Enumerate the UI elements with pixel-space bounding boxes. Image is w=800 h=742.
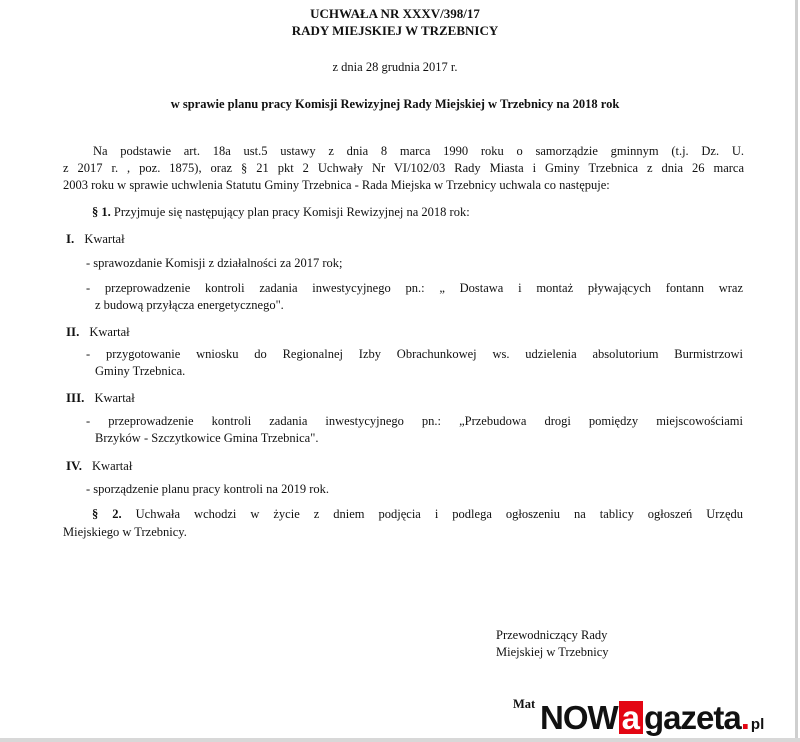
section-1-mark: § 1. [92, 205, 111, 219]
preamble-line2: z 2017 r. , poz. 1875), oraz § 21 pkt 2 Uchwały Nr VI/102/03 Rady Miasta i Gminy Trzebnica z dnia 26 marca [63, 161, 744, 175]
signature-title-line2: Miejskiej w Trzebnicy [496, 645, 609, 659]
resolution-title-line1: UCHWAŁA NR XXXV/398/17 [310, 6, 480, 21]
quarter-roman: III. [66, 390, 85, 405]
quarter-label: Kwartał [89, 325, 130, 339]
list-item-continuation: Gminy Trzebnica. [95, 364, 186, 378]
page-edge-bottom [0, 738, 800, 742]
quarter-roman: I. [66, 231, 75, 246]
quarter-heading [66, 230, 125, 248]
resolution-date: z dnia 28 grudnia 2017 r. [332, 60, 458, 74]
list-item: - przeprowadzenie kontroli zadania inwestycyjnego pn.: „Przebudowa drogi pomiędzy miejscowościami [86, 414, 743, 428]
signature-title-line1: Przewodniczący Rady [496, 628, 608, 642]
quarter-label: Kwartał [92, 459, 133, 473]
quarter-label: Kwartał [84, 232, 125, 246]
quarter-heading [66, 323, 130, 341]
quarter-roman: II. [66, 324, 80, 339]
list-item-continuation: z budową przyłącza energetycznego". [95, 298, 284, 312]
quarter-heading [66, 389, 135, 407]
section-1-text: Przyjmuje się następujący plan pracy Komisji Rewizyjnej na 2018 rok: [113, 205, 470, 219]
nowagazeta-logo: NOW a gazeta . pl [540, 699, 765, 736]
section-2-mark: § 2. [92, 507, 122, 521]
list-item-continuation: Brzyków - Szczytkowice Gmina Trzebnica". [95, 431, 319, 445]
resolution-title-line2: RADY MIEJSKIEJ W TRZEBNICY [291, 23, 499, 38]
section-2-continuation: Miejskiego w Trzebnicy. [63, 525, 187, 539]
section-2 [92, 507, 743, 522]
preamble-line3: 2003 roku w sprawie uchwlenia Statutu Gminy Trzebnica - Rada Miejska w Trzebnicy uchwala co następuje: [63, 178, 610, 192]
quarter-heading [66, 457, 132, 475]
page-edge-right [795, 0, 798, 742]
section-2-text: Uchwała wchodzi w życie z dniem podjęcia i podlega ogłoszeniu na tablicy ogłoszeń Urzędu [135, 507, 744, 521]
resolution-subject: w sprawie planu pracy Komisji Rewizyjnej Rady Miejskiej w Trzebnicy na 2018 rok [170, 97, 620, 111]
list-item: - przygotowanie wniosku do Regionalnej Izby Obrachunkowej ws. udzielenia absolutorium Burmistrzowi [86, 347, 743, 361]
list-item: - przeprowadzenie kontroli zadania inwestycyjnego pn.: „ Dostawa i montaż pływających fontann wraz [86, 281, 743, 295]
quarter-roman: IV. [66, 458, 83, 473]
list-item: - sprawozdanie Komisji z działalności za 2017 rok; [86, 256, 343, 270]
preamble-line1: Na podstawie art. 18a ust.5 ustawy z dnia 8 marca 1990 roku o samorządzie gminnym (t.j. Dz. U. [93, 144, 744, 158]
quarter-label: Kwartał [94, 391, 135, 405]
section-1 [92, 205, 470, 220]
list-item: - sporządzenie planu pracy kontroli na 2019 rok. [86, 482, 329, 496]
signature-name: Mat [513, 697, 536, 711]
